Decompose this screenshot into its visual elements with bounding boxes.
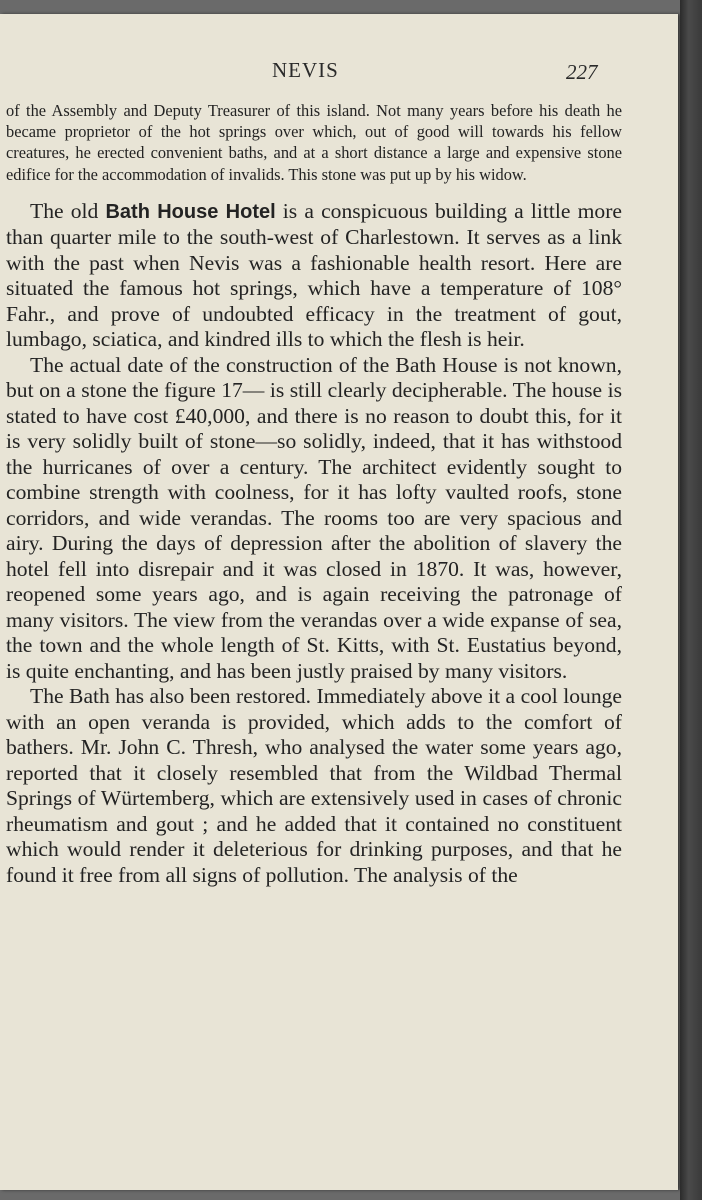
page-edge-shadow <box>680 0 702 1200</box>
paragraph-text: The old <box>30 198 106 223</box>
running-title: NEVIS <box>272 58 339 82</box>
hotel-name: Bath House Hotel <box>105 200 276 223</box>
book-page <box>0 14 678 1190</box>
paragraph-construction: The actual date of the construction of the Bath House is not known, but on a stone the figure 17— is still clearly decipherable. The house is stated to have cost £40,000, and there is no reason to doubt this, for it is very solidly built of stone—so solidly, indeed, that it has withstood the hurricanes of over a century. The architect evidently sought to combine strength with coolness, for it has lofty vaulted roofs, stone corridors, and wide verandas. The rooms too are very spacious and airy. During the days of depression after the abolition of slavery the hotel fell into disrepair and it was closed in 1870. It was, however, reopened some years ago, and is again receiving the patronage of many visitors. The view from the verandas over a wide expanse of sea, the town and the whole length of St. Kitts, with St. Eustatius beyond, is quite enchanting, and has been justly praised by many visitors. <box>6 352 622 683</box>
paragraph-bath-house-hotel <box>6 199 622 353</box>
page-number: 227 <box>566 60 598 84</box>
page-content <box>6 100 622 888</box>
paragraph-text: is a conspicuous building a little more than quarter mile to the south-west of Charlestown. It serves as a link with the past when Nevis was a fashionable health resort. Here are situated the famous hot springs, which have a temperature of 108° Fahr., and prove of undoubted efficacy in the treatment of gout, lumbago, sciatica, and kindred ills to which the flesh is heir. <box>6 198 622 352</box>
paragraph-bath-restored: The Bath has also been restored. Immediately above it a cool lounge with an open veranda is provided, which adds to the comfort of bathers. Mr. John C. Thresh, who analysed the water some years ago, reported that it closely resembled that from the Wildbad Thermal Springs of Würtemberg, which are extensively used in cases of chronic rheumatism and gout ; and he added that it contained no constituent which would render it deleterious for drinking purposes, and that he found it free from all signs of pollution. The analysis of the <box>6 684 622 887</box>
page-header <box>0 58 640 88</box>
footnote-paragraph: of the Assembly and Deputy Treasurer of this island. Not many years before his death he became proprietor of the hot springs over which, out of good will towards his fellow creatures, he erected convenient baths, and at a short distance a large and expensive stone edifice for the accommodation of invalids. This stone was put up by his widow. <box>6 101 622 184</box>
